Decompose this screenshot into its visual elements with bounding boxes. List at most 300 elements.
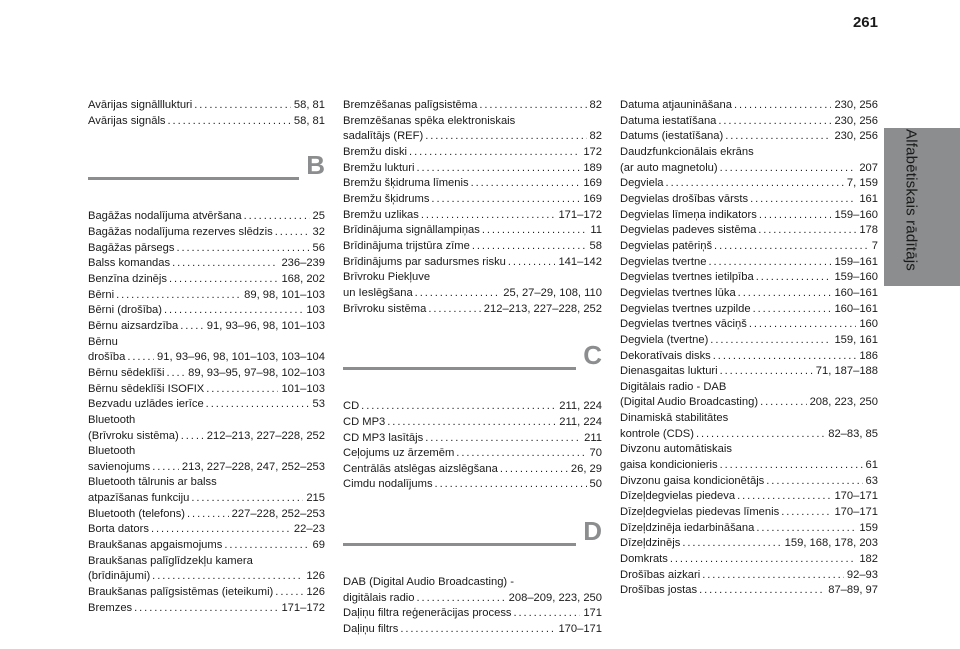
dot-leader: [435, 477, 587, 493]
entry-term: un Ieslēgšana: [343, 286, 413, 299]
entry-pages: 212–213, 227–228, 252: [206, 429, 325, 442]
index-entry: [88, 475, 325, 491]
index-entry: [620, 536, 878, 552]
dot-leader: [151, 522, 291, 538]
entry-pages: 160–161: [834, 286, 878, 299]
entry-term: Datums (iestatīšana): [620, 130, 724, 143]
index-entry: [88, 256, 325, 272]
entry-pages: 126: [306, 586, 325, 599]
section-rule: [88, 177, 299, 180]
index-entry: [88, 225, 325, 241]
dot-leader: [766, 474, 862, 490]
entry-pages: 230, 256: [834, 114, 878, 127]
dot-leader: [699, 583, 825, 599]
entry-pages: 170–171: [834, 490, 878, 503]
index-entry: [88, 114, 325, 130]
index-entry: [620, 270, 878, 286]
index-entry: [620, 552, 878, 568]
dot-leader: [181, 429, 204, 445]
dot-leader: [116, 288, 241, 304]
index-entry: [88, 507, 325, 523]
entry-term: Degvielas tvertnes ietilpība: [620, 271, 754, 284]
dot-leader: [758, 223, 856, 239]
entry-pages: 61: [865, 459, 878, 472]
index-entry: [88, 522, 325, 538]
dot-leader: [749, 317, 856, 333]
index-entry: [620, 395, 878, 411]
dot-leader: [725, 129, 831, 145]
entry-pages: 103: [306, 304, 325, 317]
entry-pages: 70: [589, 447, 602, 460]
index-entry: [343, 399, 602, 415]
dot-leader: [152, 460, 179, 476]
index-entry: [620, 98, 878, 114]
entry-pages: 160: [859, 318, 878, 331]
dot-leader: [670, 552, 856, 568]
entry-pages: 58, 81: [293, 99, 325, 111]
index-entry: [343, 114, 602, 130]
index-entry: [620, 568, 878, 584]
dot-leader: [187, 507, 229, 523]
section-letter: B: [306, 150, 325, 181]
entry-term: Braukšanas palīgsistēmas (ieteikumi): [88, 586, 274, 599]
index-entry: [343, 431, 602, 447]
entry-term: Bremzēšanas spēka elektroniskais: [343, 114, 516, 127]
entry-term: Bērnu: [88, 335, 118, 348]
entry-term: Dīzeļdzinēja iedarbināšana: [620, 521, 755, 534]
entry-term: (brīdinājumi): [88, 570, 151, 583]
index-entry: [620, 161, 878, 177]
index-entry: [620, 474, 878, 490]
entry-pages: 168, 202: [281, 272, 325, 285]
index-entry: [88, 429, 325, 445]
entry-pages: 7, 159: [846, 177, 878, 190]
index-entry: [343, 591, 602, 607]
index-entry: [620, 380, 878, 396]
entry-term: Bremžu šķidruma līmenis: [343, 177, 469, 190]
dot-leader: [718, 114, 831, 130]
entry-pages: 208, 223, 250: [809, 396, 878, 409]
entry-pages: 92–93: [846, 568, 878, 581]
entry-term: DAB (Digital Audio Broadcasting) -: [343, 576, 514, 589]
entry-term: Bērnu sēdeklīši ISOFIX: [88, 382, 205, 395]
entry-term: Bērnu sēdeklīši: [88, 366, 165, 379]
index-entry: [620, 302, 878, 318]
entry-pages: 170–171: [834, 506, 878, 519]
index-entry: [620, 176, 878, 192]
index-entry: [620, 145, 878, 161]
entry-term: digitālais radio: [343, 591, 415, 604]
entry-term: Ceļojums uz ārzemēm: [343, 447, 455, 460]
entry-term: Dīzeļdzinējs: [620, 537, 681, 550]
index-entry: [343, 446, 602, 462]
entry-pages: 189: [583, 161, 602, 174]
entry-pages: 32: [312, 225, 325, 238]
entry-pages: 213, 227–228, 247, 252–253: [181, 460, 325, 473]
index-entry: [88, 538, 325, 554]
index-entry: [343, 270, 602, 286]
dot-leader: [194, 98, 291, 114]
entry-pages: 141–142: [558, 255, 602, 268]
entry-term: Bremzes: [88, 601, 133, 614]
dot-leader: [738, 286, 832, 302]
index-entry: [620, 489, 878, 505]
dot-leader: [500, 462, 568, 478]
dot-leader: [425, 431, 581, 447]
index-entry: [343, 176, 602, 192]
index-entry: [620, 583, 878, 599]
dot-leader: [713, 349, 857, 365]
index-column-2: [343, 98, 602, 638]
entry-term: Degvielas tvertnes vāciņš: [620, 318, 747, 331]
dot-leader: [168, 114, 291, 130]
index-column-3: [620, 98, 878, 599]
entry-term: Bremžu uzlikas: [343, 208, 419, 221]
entry-term: Brīdinājuma signāllampiņas: [343, 224, 480, 237]
index-entry: [88, 554, 325, 570]
entry-term: Divzonu gaisa kondicionētājs: [620, 474, 765, 487]
entry-pages: 169: [583, 192, 602, 205]
entry-pages: 236–239: [281, 257, 325, 270]
index-entry: [620, 349, 878, 365]
index-entry: [343, 286, 602, 302]
dot-leader: [471, 176, 581, 192]
dot-leader: [720, 458, 863, 474]
entry-pages: 87–89, 97: [828, 584, 878, 597]
entry-term: (Brīvroku sistēma): [88, 429, 179, 442]
entry-term: Centrālās atslēgas aizslēgšana: [343, 462, 498, 475]
dot-leader: [720, 364, 813, 380]
index-entry: [620, 114, 878, 130]
entry-pages: 91, 93–96, 98, 101–103, 103–104: [157, 351, 325, 364]
index-entry: [620, 208, 878, 224]
entry-pages: 56: [312, 241, 325, 254]
dot-leader: [415, 286, 501, 302]
index-entry: [88, 241, 325, 257]
dot-leader: [361, 399, 556, 415]
entry-term: Braukšanas palīglīdzekļu kamera: [88, 554, 253, 567]
index-entry: [620, 255, 878, 271]
side-tab: [884, 128, 960, 286]
entry-pages: 82: [589, 99, 602, 111]
entry-term: Bremžu lukturi: [343, 161, 415, 174]
dot-leader: [781, 505, 831, 521]
index-entry: [88, 366, 325, 382]
dot-leader: [206, 382, 278, 398]
entry-term: Bagāžas nodalījuma rezerves slēdzis: [88, 225, 273, 238]
entry-term: Divzonu automātiskais: [620, 443, 732, 456]
dot-leader: [702, 568, 844, 584]
dot-leader: [456, 446, 586, 462]
entry-term: atpazīšanas funkciju: [88, 492, 190, 505]
entry-term: Degviela (tvertne): [620, 333, 709, 346]
index-entry: [343, 145, 602, 161]
dot-leader: [176, 241, 309, 257]
index-entry: [620, 333, 878, 349]
entry-pages: 171–172: [558, 208, 602, 221]
section-rule: [343, 367, 576, 370]
entry-term: Drošības aizkari: [620, 568, 701, 581]
entry-term: CD: [343, 400, 360, 413]
dot-leader: [164, 303, 303, 319]
dot-leader: [409, 145, 580, 161]
entry-pages: 159–161: [834, 255, 878, 268]
section-header: [343, 327, 602, 399]
entry-pages: 169: [583, 177, 602, 190]
entry-pages: 230, 256: [834, 99, 878, 111]
entry-pages: 63: [865, 474, 878, 487]
dot-leader: [206, 397, 310, 413]
index-entry: [620, 521, 878, 537]
dot-leader: [425, 129, 586, 145]
index-entry: [88, 209, 325, 225]
entry-pages: 159, 168, 178, 203: [784, 537, 878, 550]
dot-leader: [760, 395, 807, 411]
entry-pages: 207: [859, 161, 878, 174]
dot-leader: [734, 98, 831, 114]
index-entry: [343, 302, 602, 318]
entry-term: Dīzeļdegvielas piedevas līmenis: [620, 506, 780, 519]
entry-term: Dinamiskā stabilitātes: [620, 412, 729, 425]
entry-term: savienojums: [88, 460, 151, 473]
dot-leader: [152, 569, 303, 585]
entry-term: Bērni: [88, 288, 115, 301]
entry-term: Cimdu nodalījums: [343, 478, 433, 491]
entry-pages: 26, 29: [570, 462, 602, 475]
entry-term: Degviela: [620, 177, 664, 190]
entry-term: sadalītājs (REF): [343, 130, 424, 143]
entry-pages: 211, 224: [559, 400, 602, 413]
index-entry: [88, 569, 325, 585]
entry-pages: 53: [312, 398, 325, 411]
entry-term: Digitālais radio - DAB: [620, 380, 727, 393]
entry-term: Degvielas līmeņa indikators: [620, 208, 757, 221]
entry-term: Bagāžas pārsegs: [88, 241, 175, 254]
entry-term: CD MP3 lasītājs: [343, 431, 424, 444]
entry-pages: 82–83, 85: [828, 427, 878, 440]
index-entry: [343, 622, 602, 638]
entry-term: Braukšanas apgaismojums: [88, 539, 223, 552]
dot-leader: [224, 538, 309, 554]
entry-term: kontrole (CDS): [620, 427, 694, 440]
dot-leader: [514, 606, 581, 622]
index-entry: [343, 575, 602, 591]
side-title-text: Alfabētiskais rādītājs: [902, 129, 920, 271]
entry-term: Domkrats: [620, 553, 668, 566]
index-entry: [88, 98, 325, 114]
index-entry: [620, 427, 878, 443]
entry-pages: 161: [859, 192, 878, 205]
entry-pages: 58, 81: [293, 114, 325, 127]
dot-leader: [710, 333, 831, 349]
index-entry: [343, 239, 602, 255]
index-entry: [343, 98, 602, 114]
index-entry: [343, 606, 602, 622]
entry-term: Avārijas signāls: [88, 114, 166, 127]
entry-pages: 126: [306, 570, 325, 583]
dot-leader: [756, 521, 856, 537]
dot-leader: [756, 270, 832, 286]
section-letter: C: [583, 340, 602, 371]
entry-term: Daļiņu filtrs: [343, 623, 399, 636]
entry-pages: 230, 256: [834, 130, 878, 143]
entry-term: Brīvroku Piekļuve: [343, 271, 431, 284]
index-entry: [343, 477, 602, 493]
entry-term: Bremzēšanas palīgsistēma: [343, 99, 478, 111]
entry-pages: 170–171: [558, 623, 602, 636]
entry-term: Avārijas signālllukturi: [88, 99, 193, 111]
index-entry: [88, 491, 325, 507]
entry-term: Bērnu aizsardzība: [88, 319, 179, 332]
index-entry: [620, 442, 878, 458]
entry-term: Bluetooth tālrunis ar balss: [88, 476, 217, 489]
section-header: [88, 137, 325, 209]
entry-pages: 215: [306, 492, 325, 505]
index-entry: [620, 239, 878, 255]
entry-pages: 171: [583, 607, 602, 620]
index-entry: [620, 317, 878, 333]
dot-leader: [431, 192, 580, 208]
entry-term: Degvielas patēriņš: [620, 239, 713, 252]
dot-leader: [482, 223, 588, 239]
index-entry: [620, 505, 878, 521]
index-entry: [343, 129, 602, 145]
entry-term: (ar auto magnetolu): [620, 161, 718, 174]
entry-term: Bluetooth: [88, 413, 136, 426]
dot-leader: [472, 239, 587, 255]
index-entry: [620, 129, 878, 145]
entry-term: Degvielas drošības vārsts: [620, 192, 749, 205]
section-rule: [343, 543, 576, 546]
entry-term: Datuma iestatīšana: [620, 114, 717, 127]
index-entry: [88, 272, 325, 288]
dot-leader: [191, 491, 303, 507]
dot-leader: [508, 255, 556, 271]
index-entry: [620, 286, 878, 302]
entry-term: CD MP3: [343, 415, 386, 428]
entry-term: Datuma atjaunināšana: [620, 99, 732, 111]
entry-term: (Digital Audio Broadcasting): [620, 396, 759, 409]
entry-pages: 227–228, 252–253: [231, 507, 325, 520]
index-entry: [88, 601, 325, 617]
index-entry: [88, 382, 325, 398]
entry-pages: 211: [584, 431, 602, 444]
entry-term: Dekoratīvais disks: [620, 349, 711, 362]
index-entry: [620, 411, 878, 427]
entry-pages: 50: [589, 478, 602, 491]
index-entry: [88, 288, 325, 304]
side-title: [900, 95, 922, 305]
dot-leader: [387, 415, 556, 431]
entry-pages: 25: [312, 210, 325, 223]
entry-term: Daļiņu filtra reģenerācijas process: [343, 607, 512, 620]
dot-leader: [421, 208, 556, 224]
index-entry: [88, 460, 325, 476]
dot-leader: [666, 176, 844, 192]
index-entry: [343, 208, 602, 224]
index-entry: [343, 192, 602, 208]
entry-pages: 172: [583, 145, 602, 158]
entry-pages: 160–161: [834, 302, 878, 315]
entry-term: Degvielas tvertnes lūka: [620, 286, 736, 299]
dot-leader: [180, 319, 204, 335]
index-entry: [620, 364, 878, 380]
dot-leader: [428, 302, 480, 318]
entry-pages: 211, 224: [559, 415, 602, 428]
index-entry: [343, 161, 602, 177]
dot-leader: [682, 536, 781, 552]
entry-pages: 159, 161: [834, 333, 878, 346]
entry-pages: 171–172: [281, 601, 325, 614]
index-entry: [88, 413, 325, 429]
dot-leader: [720, 161, 857, 177]
index-entry: [88, 335, 325, 351]
entry-pages: 101–103: [281, 382, 325, 395]
dot-leader: [750, 192, 856, 208]
dot-leader: [167, 366, 186, 382]
entry-pages: 159: [859, 521, 878, 534]
entry-term: Balss komandas: [88, 257, 171, 270]
entry-pages: 212–213, 227–228, 252: [483, 302, 602, 315]
entry-pages: 7: [871, 239, 878, 252]
dot-leader: [244, 209, 310, 225]
page-number: 261: [852, 14, 878, 31]
index-entry: [343, 462, 602, 478]
entry-term: Bērni (drošība): [88, 304, 162, 317]
entry-term: Bezvadu uzlādes ierīce: [88, 398, 204, 411]
entry-pages: 208–209, 223, 250: [508, 591, 602, 604]
dot-leader: [172, 256, 278, 272]
entry-term: gaisa kondicionieris: [620, 459, 718, 472]
entry-term: Bluetooth: [88, 445, 136, 458]
index-entry: [88, 319, 325, 335]
dot-leader: [169, 272, 278, 288]
index-entry: [620, 223, 878, 239]
entry-pages: 82: [589, 130, 602, 143]
dot-leader: [134, 601, 278, 617]
index-column-1: [88, 98, 325, 616]
entry-term: Bagāžas nodalījuma atvēršana: [88, 210, 242, 223]
dot-leader: [708, 255, 831, 271]
dot-leader: [714, 239, 869, 255]
index-entry: [620, 458, 878, 474]
dot-leader: [759, 208, 832, 224]
index-entry: [343, 223, 602, 239]
dot-leader: [275, 225, 310, 241]
dot-leader: [400, 622, 555, 638]
dot-leader: [753, 302, 832, 318]
entry-term: Daudzfunkcionālais ekrāns: [620, 145, 754, 158]
entry-pages: 89, 93–95, 97–98, 102–103: [188, 366, 325, 379]
entry-pages: 69: [312, 539, 325, 552]
index-entry: [343, 415, 602, 431]
dot-leader: [417, 591, 506, 607]
entry-pages: 58: [589, 239, 602, 252]
entry-pages: 89, 98, 101–103: [244, 288, 325, 301]
entry-term: Benzīna dzinējs: [88, 272, 167, 285]
entry-pages: 91, 93–96, 98, 101–103: [206, 319, 325, 332]
index-entry: [343, 255, 602, 271]
entry-term: Bremžu diski: [343, 145, 408, 158]
entry-term: Bremžu šķidrums: [343, 192, 430, 205]
index-entry: [88, 397, 325, 413]
entry-term: Brīdinājums par sadursmes risku: [343, 255, 506, 268]
entry-pages: 178: [859, 224, 878, 237]
dot-leader: [737, 489, 831, 505]
index-entry: [88, 444, 325, 460]
entry-pages: 25, 27–29, 108, 110: [503, 286, 602, 299]
entry-pages: 159–160: [834, 271, 878, 284]
